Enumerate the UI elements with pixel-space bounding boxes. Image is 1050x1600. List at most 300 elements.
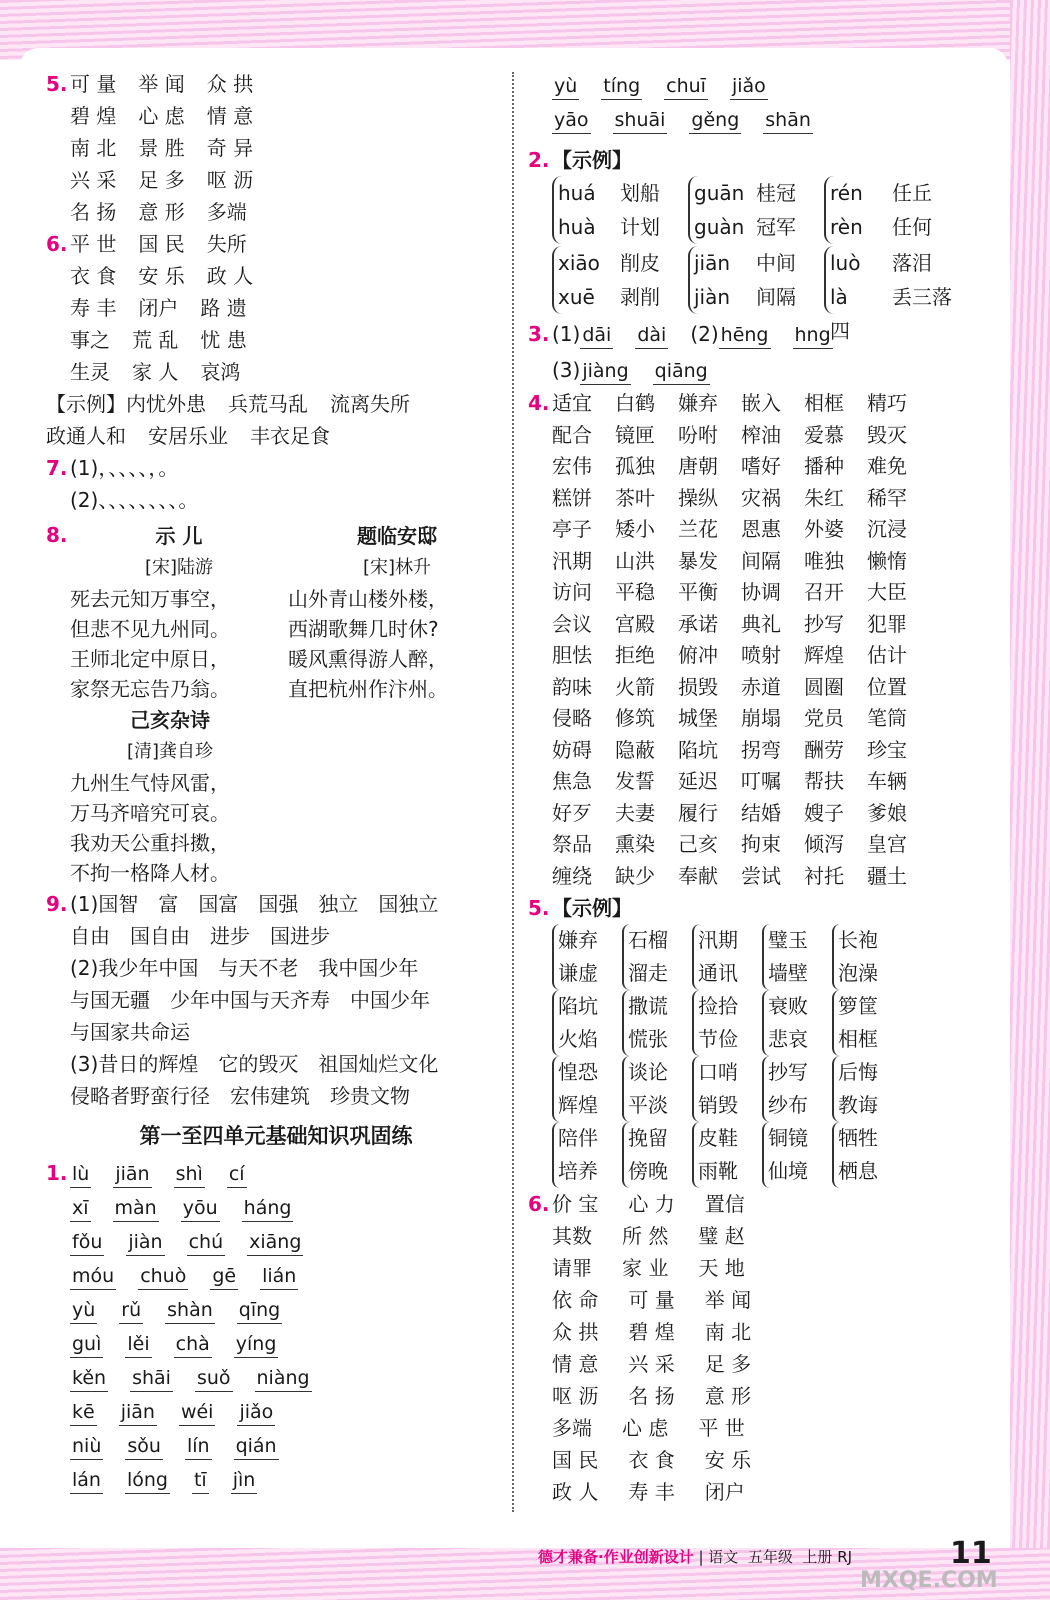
answer-cell: 家 人 — [132, 360, 179, 384]
pinyin-answer: jiàng — [580, 358, 630, 385]
answer-row — [46, 68, 506, 100]
answer-row — [46, 100, 506, 132]
pinyin: rén — [830, 181, 863, 205]
word-cell: 配合 — [552, 422, 592, 447]
word-cell: 履行 — [678, 800, 718, 825]
word-cell: 嫂子 — [804, 800, 844, 825]
pinyin-row — [46, 1258, 506, 1292]
word-cell: 奉献 — [678, 863, 718, 888]
word-cell: 妨碍 — [552, 737, 592, 762]
pinyin: huà — [558, 215, 596, 239]
answer-cell: 平 世 — [70, 232, 117, 256]
pinyin-row — [46, 1360, 506, 1394]
word-row — [528, 420, 998, 452]
pinyin-answer: shàn — [165, 1297, 215, 1324]
answer-cell: 碧 煌 — [70, 104, 117, 128]
pinyin-answer: lù — [70, 1161, 91, 1188]
answer-row — [528, 1316, 998, 1348]
word-cell: 祭品 — [552, 832, 592, 856]
question-number: 4. — [528, 391, 550, 415]
answer-cell: 价 宝 — [552, 1192, 599, 1216]
word-cell: 承诺 — [678, 611, 718, 636]
word-pair-group — [832, 1056, 890, 1122]
word-pair-group — [692, 1122, 750, 1188]
polyphone-entry — [688, 246, 816, 280]
question-number: 5. — [528, 896, 550, 920]
example-idioms-row-2 — [46, 420, 506, 452]
word-row — [528, 766, 998, 798]
poem-author: [宋]林升 — [362, 557, 432, 578]
pinyin-answer: yù — [70, 1297, 97, 1324]
answer-cell: 所 然 — [622, 1224, 669, 1248]
word-cell: 山洪 — [615, 548, 655, 573]
word-cell: 车辆 — [867, 769, 907, 793]
word-pair-group — [552, 990, 610, 1056]
word-cell: 崩塌 — [741, 706, 781, 730]
word-pair-row — [528, 1056, 998, 1122]
pinyin-answer: móu — [70, 1263, 116, 1290]
word-cell: 犯罪 — [867, 611, 907, 636]
answer-cell: 闭户 — [138, 296, 179, 320]
word-cell: 城堡 — [678, 706, 718, 730]
word-pair-entry: 璧玉 — [762, 924, 820, 957]
section-question-3-line-2 — [528, 352, 998, 388]
word: 桂冠 — [756, 181, 796, 205]
answer-cell: 碧 煌 — [628, 1320, 675, 1344]
answer-row — [528, 1444, 998, 1476]
answer-cell: 情 意 — [206, 104, 254, 128]
answer-cell: 平 世 — [698, 1416, 745, 1440]
pinyin-answer: suǒ — [195, 1365, 233, 1392]
word-cell: 笔筒 — [867, 706, 907, 730]
poem-line: 王师北定中原日， — [70, 647, 230, 671]
word-row — [528, 483, 998, 515]
word-cell: 熏染 — [615, 832, 655, 856]
word-cell: 适宜 — [552, 391, 592, 415]
pinyin-answer: qiāng — [653, 358, 710, 385]
word-cell: 恩惠 — [741, 517, 781, 541]
section-question-2-header — [528, 144, 998, 176]
pinyin-answer: gē — [210, 1263, 238, 1290]
answer-cell: 事之 — [70, 328, 110, 352]
word: 任丘 — [892, 181, 932, 205]
answer-cell: 名 扬 — [70, 200, 117, 224]
question-number: 8. — [46, 523, 68, 547]
pinyin-row — [46, 1428, 506, 1462]
question-7-line-2 — [46, 484, 506, 516]
book-brand: 德才兼备·作业创新设计 — [538, 1548, 694, 1566]
word-cell: 位置 — [867, 674, 907, 699]
word-cell: 赤道 — [741, 674, 781, 699]
word-cell: 发誓 — [615, 769, 655, 793]
word-cell: 己亥 — [678, 832, 718, 856]
word-cell: 损毁 — [678, 674, 718, 699]
answer-cell: 政 人 — [206, 264, 254, 288]
word-cell: 协调 — [741, 580, 781, 604]
answer-cell: 景 胜 — [138, 136, 185, 160]
word-pair-entry: 铜镜 — [762, 1122, 820, 1155]
answer-cell: 哀鸿 — [200, 360, 241, 384]
poem-title: 己亥杂诗 — [130, 708, 210, 732]
word-cell: 喷射 — [741, 643, 781, 667]
example-idiom: 丰衣足食 — [250, 424, 330, 448]
answer-row — [46, 356, 506, 388]
word: 计划 — [620, 215, 660, 239]
word-pair-entry: 谈论 — [622, 1056, 680, 1089]
word-pair-group — [692, 990, 750, 1056]
answer-cell: 政 人 — [552, 1480, 599, 1504]
word-pair-entry: 栖息 — [832, 1155, 890, 1188]
pinyin-answer: sǒu — [125, 1433, 163, 1460]
word-pair-entry: 相框 — [832, 1023, 890, 1056]
word-cell: 沉浸 — [867, 517, 907, 541]
word-row — [528, 640, 998, 672]
word-pair-group — [552, 924, 610, 990]
word-pair-entry: 溜走 — [622, 957, 680, 990]
word-pair-entry: 谦虚 — [552, 957, 610, 990]
answer-row — [528, 1412, 998, 1444]
answer-cell: 足 多 — [138, 168, 185, 192]
question-number: 6. — [528, 1192, 550, 1216]
word-cell: 结婚 — [741, 800, 781, 825]
answer-row — [46, 292, 506, 324]
word-pair-row — [528, 990, 998, 1056]
word-cell: 会议 — [552, 611, 592, 636]
word-pair-entry: 抄写 — [762, 1056, 820, 1089]
answer-cell: 其数 — [552, 1224, 592, 1248]
word-cell: 糕饼 — [552, 485, 592, 510]
pinyin-answer: lián — [260, 1263, 298, 1290]
pinyin-answer: jiǎo — [730, 73, 768, 100]
polyphone-entry — [824, 280, 954, 343]
word-pair-entry: 皮鞋 — [692, 1122, 750, 1155]
word-pair-row — [528, 1122, 998, 1188]
word-cell: 倾泻 — [804, 832, 844, 856]
poem-line: 西湖歌舞几时休? — [288, 617, 439, 641]
word: 任何 — [892, 215, 932, 239]
word-pair-group — [832, 1122, 890, 1188]
subject: 语文 — [708, 1548, 739, 1566]
word: 冠军 — [756, 215, 796, 239]
word-pair-entry: 后悔 — [832, 1056, 890, 1089]
word: 中间 — [756, 251, 796, 275]
answer-text: 与国无疆 少年中国与天齐寿 中国少年 — [70, 988, 430, 1012]
polyphone-entry — [688, 280, 816, 314]
pinyin-answer: fǒu — [70, 1229, 104, 1256]
word-cell: 圆圈 — [804, 674, 844, 699]
page-footer: 德才兼备·作业创新设计 | 语文 五年级 上册 RJ — [538, 1548, 853, 1566]
word-pair-entry: 箩筐 — [832, 990, 890, 1023]
poem-line: 山外青山楼外楼， — [288, 587, 448, 611]
pinyin-answer: jiān — [113, 1161, 151, 1188]
word-pair-entry: 辉煌 — [552, 1089, 610, 1122]
word: 间隔 — [756, 285, 796, 309]
word-cell: 延迟 — [678, 769, 718, 793]
word-pair-group — [762, 924, 820, 990]
word-cell: 缠绕 — [552, 863, 592, 888]
answer-cell: 南 北 — [704, 1320, 752, 1344]
pinyin-answer: hng — [793, 322, 833, 349]
answer-cell: 举 闻 — [138, 72, 185, 96]
pinyin-answer: chuī — [664, 73, 708, 100]
pinyin-row — [46, 1156, 506, 1190]
question-6-example-row — [46, 388, 506, 420]
question-7-line-1 — [46, 452, 506, 484]
question-number: 9. — [46, 892, 68, 916]
word-cell: 平稳 — [615, 580, 655, 604]
pinyin-answer: xiāng — [247, 1229, 303, 1256]
example-idioms — [126, 392, 432, 416]
poem-title: 题临安邸 — [357, 524, 437, 548]
word-row — [528, 829, 998, 861]
pinyin-answer: jiàn — [126, 1229, 164, 1256]
example-idiom: 政通人和 — [46, 424, 126, 448]
polyphone-group — [688, 246, 816, 314]
word-cell: 焦急 — [552, 769, 592, 793]
word-cell: 疆土 — [867, 863, 907, 888]
answer-row — [46, 324, 506, 356]
word-cell: 皇宫 — [867, 832, 907, 856]
answer-row — [528, 1476, 998, 1508]
word-cell: 平衡 — [678, 580, 718, 604]
polyphone-entry — [824, 210, 954, 244]
pinyin-answer: tíng — [601, 73, 642, 100]
word: 剥削 — [620, 285, 660, 309]
answer-row — [46, 1016, 506, 1048]
pinyin-answer: lán — [70, 1467, 103, 1494]
answer-cell: 衣 食 — [70, 264, 117, 288]
pinyin-answer: chú — [187, 1229, 226, 1256]
polyphone-entry — [552, 176, 680, 210]
pinyin: rèn — [830, 215, 863, 239]
example-idiom: 兵荒马乱 — [228, 392, 308, 416]
answer-cell: 意 形 — [138, 200, 185, 224]
answer-row — [46, 1080, 506, 1112]
pinyin-answer: qīng — [237, 1297, 282, 1324]
answer-cell: 路 遗 — [200, 296, 247, 320]
answer-cell: 奇 异 — [206, 136, 254, 160]
word-cell: 宏伟 — [552, 454, 592, 478]
answer-row — [46, 1048, 506, 1080]
word-pair-group — [692, 924, 750, 990]
word-pair-group — [692, 1056, 750, 1122]
answer-text: (2)我少年中国 与天不老 我中国少年 — [70, 956, 419, 980]
word-cell: 大臣 — [867, 580, 907, 604]
polyphone-entry — [824, 246, 954, 280]
word-cell: 灾祸 — [741, 485, 781, 510]
polyphone-entry — [552, 246, 680, 280]
example-idiom: 流离失所 — [330, 392, 410, 416]
pinyin: xuē — [558, 285, 595, 309]
word-cell: 亭子 — [552, 517, 592, 541]
word-cell: 俯冲 — [678, 643, 718, 667]
word-cell: 间隔 — [741, 548, 781, 573]
poem-line: 九州生气恃风雷， — [70, 771, 230, 795]
answer-cell: 众 拱 — [206, 72, 254, 96]
word-cell: 帮扶 — [804, 769, 844, 793]
word-pair-entry: 衰败 — [762, 990, 820, 1023]
answer-cell: 举 闻 — [704, 1288, 752, 1312]
word-cell: 召开 — [804, 580, 844, 604]
answer-row — [46, 888, 506, 920]
word-cell: 隐蔽 — [615, 737, 655, 762]
word-cell: 暴发 — [678, 548, 718, 573]
section-title: 第一至四单元基础知识巩固练 — [139, 1124, 413, 1148]
word-cell: 矮小 — [615, 517, 655, 541]
answer-text: (3)昔日的辉煌 它的毁灭 祖国灿烂文化 — [70, 1052, 439, 1076]
word-pair-entry: 慌张 — [622, 1023, 680, 1056]
pinyin-answer: háng — [242, 1195, 294, 1222]
word-pair-entry: 捡拾 — [692, 990, 750, 1023]
example-idiom: 安居乐业 — [148, 424, 228, 448]
answer-row — [46, 228, 506, 260]
answer-cell: 寿 丰 — [70, 296, 117, 320]
word-pair-group — [552, 1056, 610, 1122]
section-question-4-words — [528, 388, 998, 892]
answer-cell: 心 虑 — [622, 1416, 669, 1440]
pinyin-answer: wéi — [179, 1399, 216, 1426]
answer-cell: 可 量 — [70, 72, 117, 96]
word-cell: 陷坑 — [678, 737, 718, 762]
answer-row — [528, 1380, 998, 1412]
polyphone-entry — [552, 210, 680, 244]
word-pair-entry: 教诲 — [832, 1089, 890, 1122]
word-pair-entry: 泡澡 — [832, 957, 890, 990]
answer-cell: 众 拱 — [552, 1320, 599, 1344]
polyphone-group — [824, 176, 954, 244]
answer-cell: 安 乐 — [704, 1448, 752, 1472]
word-cell: 估计 — [867, 643, 907, 667]
word-cell: 夫妻 — [615, 800, 655, 825]
word-pair-entry: 挽留 — [622, 1122, 680, 1155]
word-row — [528, 703, 998, 735]
pinyin-row — [46, 1326, 506, 1360]
word-cell: 朱红 — [804, 485, 844, 510]
word-pair-entry: 纱布 — [762, 1089, 820, 1122]
pinyin: xiāo — [558, 251, 600, 275]
pinyin-answer: niù — [70, 1433, 103, 1460]
pinyin-answer: shì — [174, 1161, 205, 1188]
word-cell: 叮嘱 — [741, 769, 781, 793]
poem-author: [宋]陆游 — [144, 557, 214, 578]
answer-cell: 忧 患 — [200, 328, 247, 352]
pinyin-answer: dài — [635, 322, 668, 349]
poem-title: 示 儿 — [155, 524, 203, 548]
word-row — [528, 798, 998, 830]
answer-row — [46, 164, 506, 196]
word-pair-entry: 牺牲 — [832, 1122, 890, 1155]
pinyin-row — [46, 1292, 506, 1326]
word-cell: 懒惰 — [867, 548, 907, 573]
word-pair-entry: 平淡 — [622, 1089, 680, 1122]
word-cell: 抄写 — [804, 611, 844, 636]
answer-cell: 南 北 — [70, 136, 117, 160]
answer-cell: 寿 丰 — [628, 1480, 675, 1504]
poem-line: 暖风熏得游人醉， — [288, 647, 448, 671]
word-cell: 吩咐 — [678, 422, 718, 447]
pinyin: guān — [694, 181, 745, 205]
word-cell: 火箭 — [615, 674, 655, 699]
word-cell: 操纵 — [678, 485, 718, 510]
word-cell: 韵味 — [552, 674, 592, 699]
word: 落泪 — [892, 251, 932, 275]
word-row — [528, 451, 998, 483]
poem-line: 万马齐喑究可哀。 — [70, 801, 230, 825]
word-pair-entry: 石榴 — [622, 924, 680, 957]
answer-row — [528, 1188, 998, 1220]
term: 上册 RJ — [802, 1548, 853, 1566]
pinyin-answer: hēng — [719, 322, 771, 349]
pinyin: là — [830, 285, 848, 309]
answer-text: (1)国智 富 国富 国强 独立 国独立 — [70, 892, 439, 916]
answer-cell: 呕 沥 — [552, 1384, 599, 1408]
answer-cell: 呕 沥 — [206, 168, 254, 192]
word-row — [528, 672, 998, 704]
polyphone-group — [688, 176, 816, 244]
question-8-poems — [46, 520, 506, 888]
answer-cell: 国 民 — [138, 232, 185, 256]
question-number: 7. — [46, 456, 68, 480]
word-cell: 兰花 — [678, 517, 718, 541]
word-row — [528, 609, 998, 641]
word-pair-group — [762, 1056, 820, 1122]
answer-row — [528, 1348, 998, 1380]
poem-shi-er — [70, 520, 288, 704]
word-cell: 外婆 — [804, 517, 844, 541]
word-pair-entry: 节俭 — [692, 1023, 750, 1056]
word-pair-group — [622, 990, 680, 1056]
pinyin-answer: màn — [113, 1195, 159, 1222]
word-cell: 修筑 — [615, 706, 655, 730]
polyphone-entry — [824, 176, 954, 210]
word-pair-entry: 培养 — [552, 1155, 610, 1188]
word-pair-entry: 撒谎 — [622, 990, 680, 1023]
pinyin: jiān — [694, 251, 731, 275]
answer-row — [46, 196, 506, 228]
example-label: 【示例】 — [46, 392, 126, 416]
answer-cell: 依 命 — [552, 1288, 599, 1312]
polyphone-entry — [688, 176, 816, 210]
pinyin: huá — [558, 181, 596, 205]
word-pair-group — [832, 990, 890, 1056]
example-label: 【示例】 — [552, 148, 632, 172]
word-pair-entry: 傍晚 — [622, 1155, 680, 1188]
pinyin-row — [528, 102, 998, 136]
word-cell: 榨油 — [741, 422, 781, 447]
pinyin-answer: chuò — [138, 1263, 188, 1290]
word-cell: 茶叶 — [615, 485, 655, 510]
pinyin: luò — [830, 251, 861, 275]
poem-line: 直把杭州作汴州。 — [288, 677, 448, 701]
pinyin: jiàn — [694, 285, 731, 309]
word-cell: 嗜好 — [741, 454, 781, 478]
pinyin-answer: dāi — [580, 322, 613, 349]
word-pair-entry: 长袍 — [832, 924, 890, 957]
word-pair-row — [528, 924, 998, 990]
answer-cell: 多端 — [206, 200, 247, 224]
poem-line: 死去元知万事空， — [70, 587, 230, 611]
sub-label: (3) — [552, 358, 581, 382]
answer-cell: 意 形 — [704, 1384, 752, 1408]
watermark: MXQE.COM — [860, 1568, 998, 1593]
polyphone-group — [552, 246, 680, 314]
word-pair-group — [622, 1122, 680, 1188]
word-cell: 稀罕 — [867, 485, 907, 510]
grade: 五年级 — [747, 1548, 793, 1566]
word-pair-group — [622, 1056, 680, 1122]
word-cell: 珍宝 — [867, 737, 907, 762]
word-cell: 辉煌 — [804, 643, 844, 667]
